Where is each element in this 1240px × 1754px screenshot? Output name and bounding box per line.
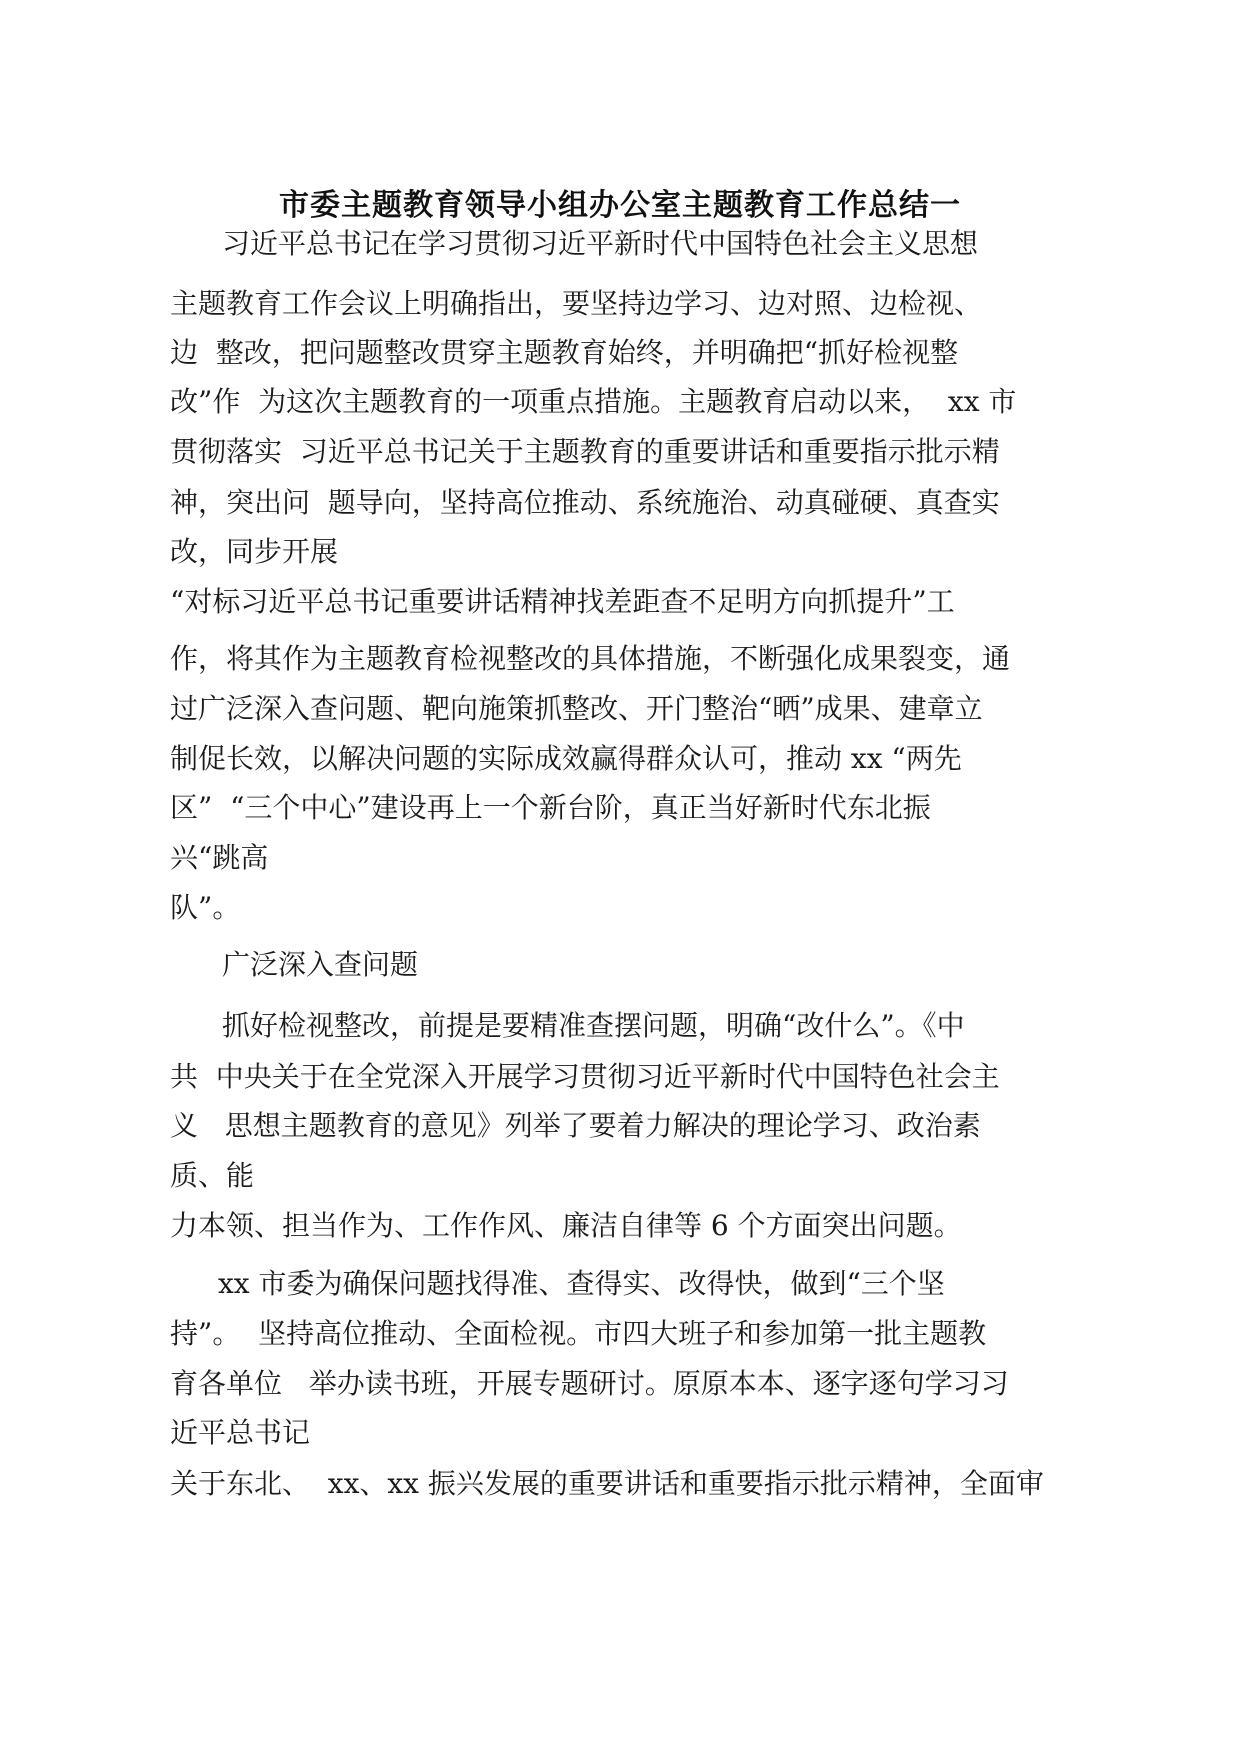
- paragraph-line: 质、能: [170, 1159, 255, 1192]
- paragraph-line: 边 整改，把问题整改贯穿主题教育始终，并明确把“抓好检视整: [170, 336, 959, 369]
- paragraph-line: 持”。 坚持高位推动、全面检视。市四大班子和参加第一批主题教: [170, 1317, 987, 1350]
- paragraph-line: 关于东北、 xx、xx 振兴发展的重要讲话和重要指示批示精神，全面审: [170, 1467, 1044, 1500]
- paragraph-line: 力本领、担当作为、工作作风、廉洁自律等 6 个方面突出问题。: [170, 1209, 962, 1242]
- document-title: 市委主题教育领导小组办公室主题教育工作总结一: [279, 188, 961, 223]
- paragraph-line: “对标习近平总书记重要讲话精神找差距查不足明方向抓提升”工: [170, 585, 955, 618]
- paragraph-line: 习近平总书记在学习贯彻习近平新时代中国特色社会主义思想: [222, 227, 979, 260]
- paragraph-line: 主题教育工作会议上明确指出，要坚持边学习、边对照、边检视、: [170, 287, 983, 320]
- paragraph-line: 制促长效，以解决问题的实际成效赢得群众认可，推动 xx “两先: [170, 742, 962, 775]
- paragraph-line: 区” “三个中心”建设再上一个新台阶，真正当好新时代东北振: [170, 791, 931, 824]
- paragraph-line: 过广泛深入查问题、靶向施策抓整改、开门整治“晒”成果、建章立: [170, 692, 983, 725]
- paragraph-line: 队”。: [170, 891, 241, 924]
- paragraph-line: 改，同步开展: [170, 535, 339, 568]
- paragraph-line: 作，将其作为主题教育检视整改的具体措施，不断强化成果裂变，通: [170, 642, 1011, 675]
- paragraph-line: 义 思想主题教育的意见》列举了要着力解决的理论学习、政治素: [170, 1109, 981, 1142]
- paragraph-line: 育各单位 举办读书班，开展专题研讨。原原本本、逐字逐句学习习: [170, 1367, 1009, 1400]
- paragraph-line: 神，突出问 题导向，坚持高位推动、系统施治、动真碰硬、真查实: [170, 486, 1000, 519]
- paragraph-line: 兴“跳高: [170, 841, 269, 874]
- paragraph-line: 贯彻落实 习近平总书记关于主题教育的重要讲话和重要指示批示精: [170, 435, 1000, 468]
- paragraph-line: 抓好检视整改，前提是要精准查摆问题，明确“改什么”。《中: [222, 1009, 965, 1042]
- paragraph-line: 近平总书记: [170, 1416, 311, 1449]
- paragraph-line: 改”作 为这次主题教育的一项重点措施。主题教育启动以来， xx 市: [170, 385, 1017, 418]
- paragraph-line: xx 市委为确保问题找得准、查得实、改得快，做到“三个坚: [218, 1267, 945, 1300]
- section-heading: 广泛深入查问题: [222, 948, 419, 981]
- paragraph-line: 共 中央关于在全党深入开展学习贯彻习近平新时代中国特色社会主: [170, 1060, 1000, 1093]
